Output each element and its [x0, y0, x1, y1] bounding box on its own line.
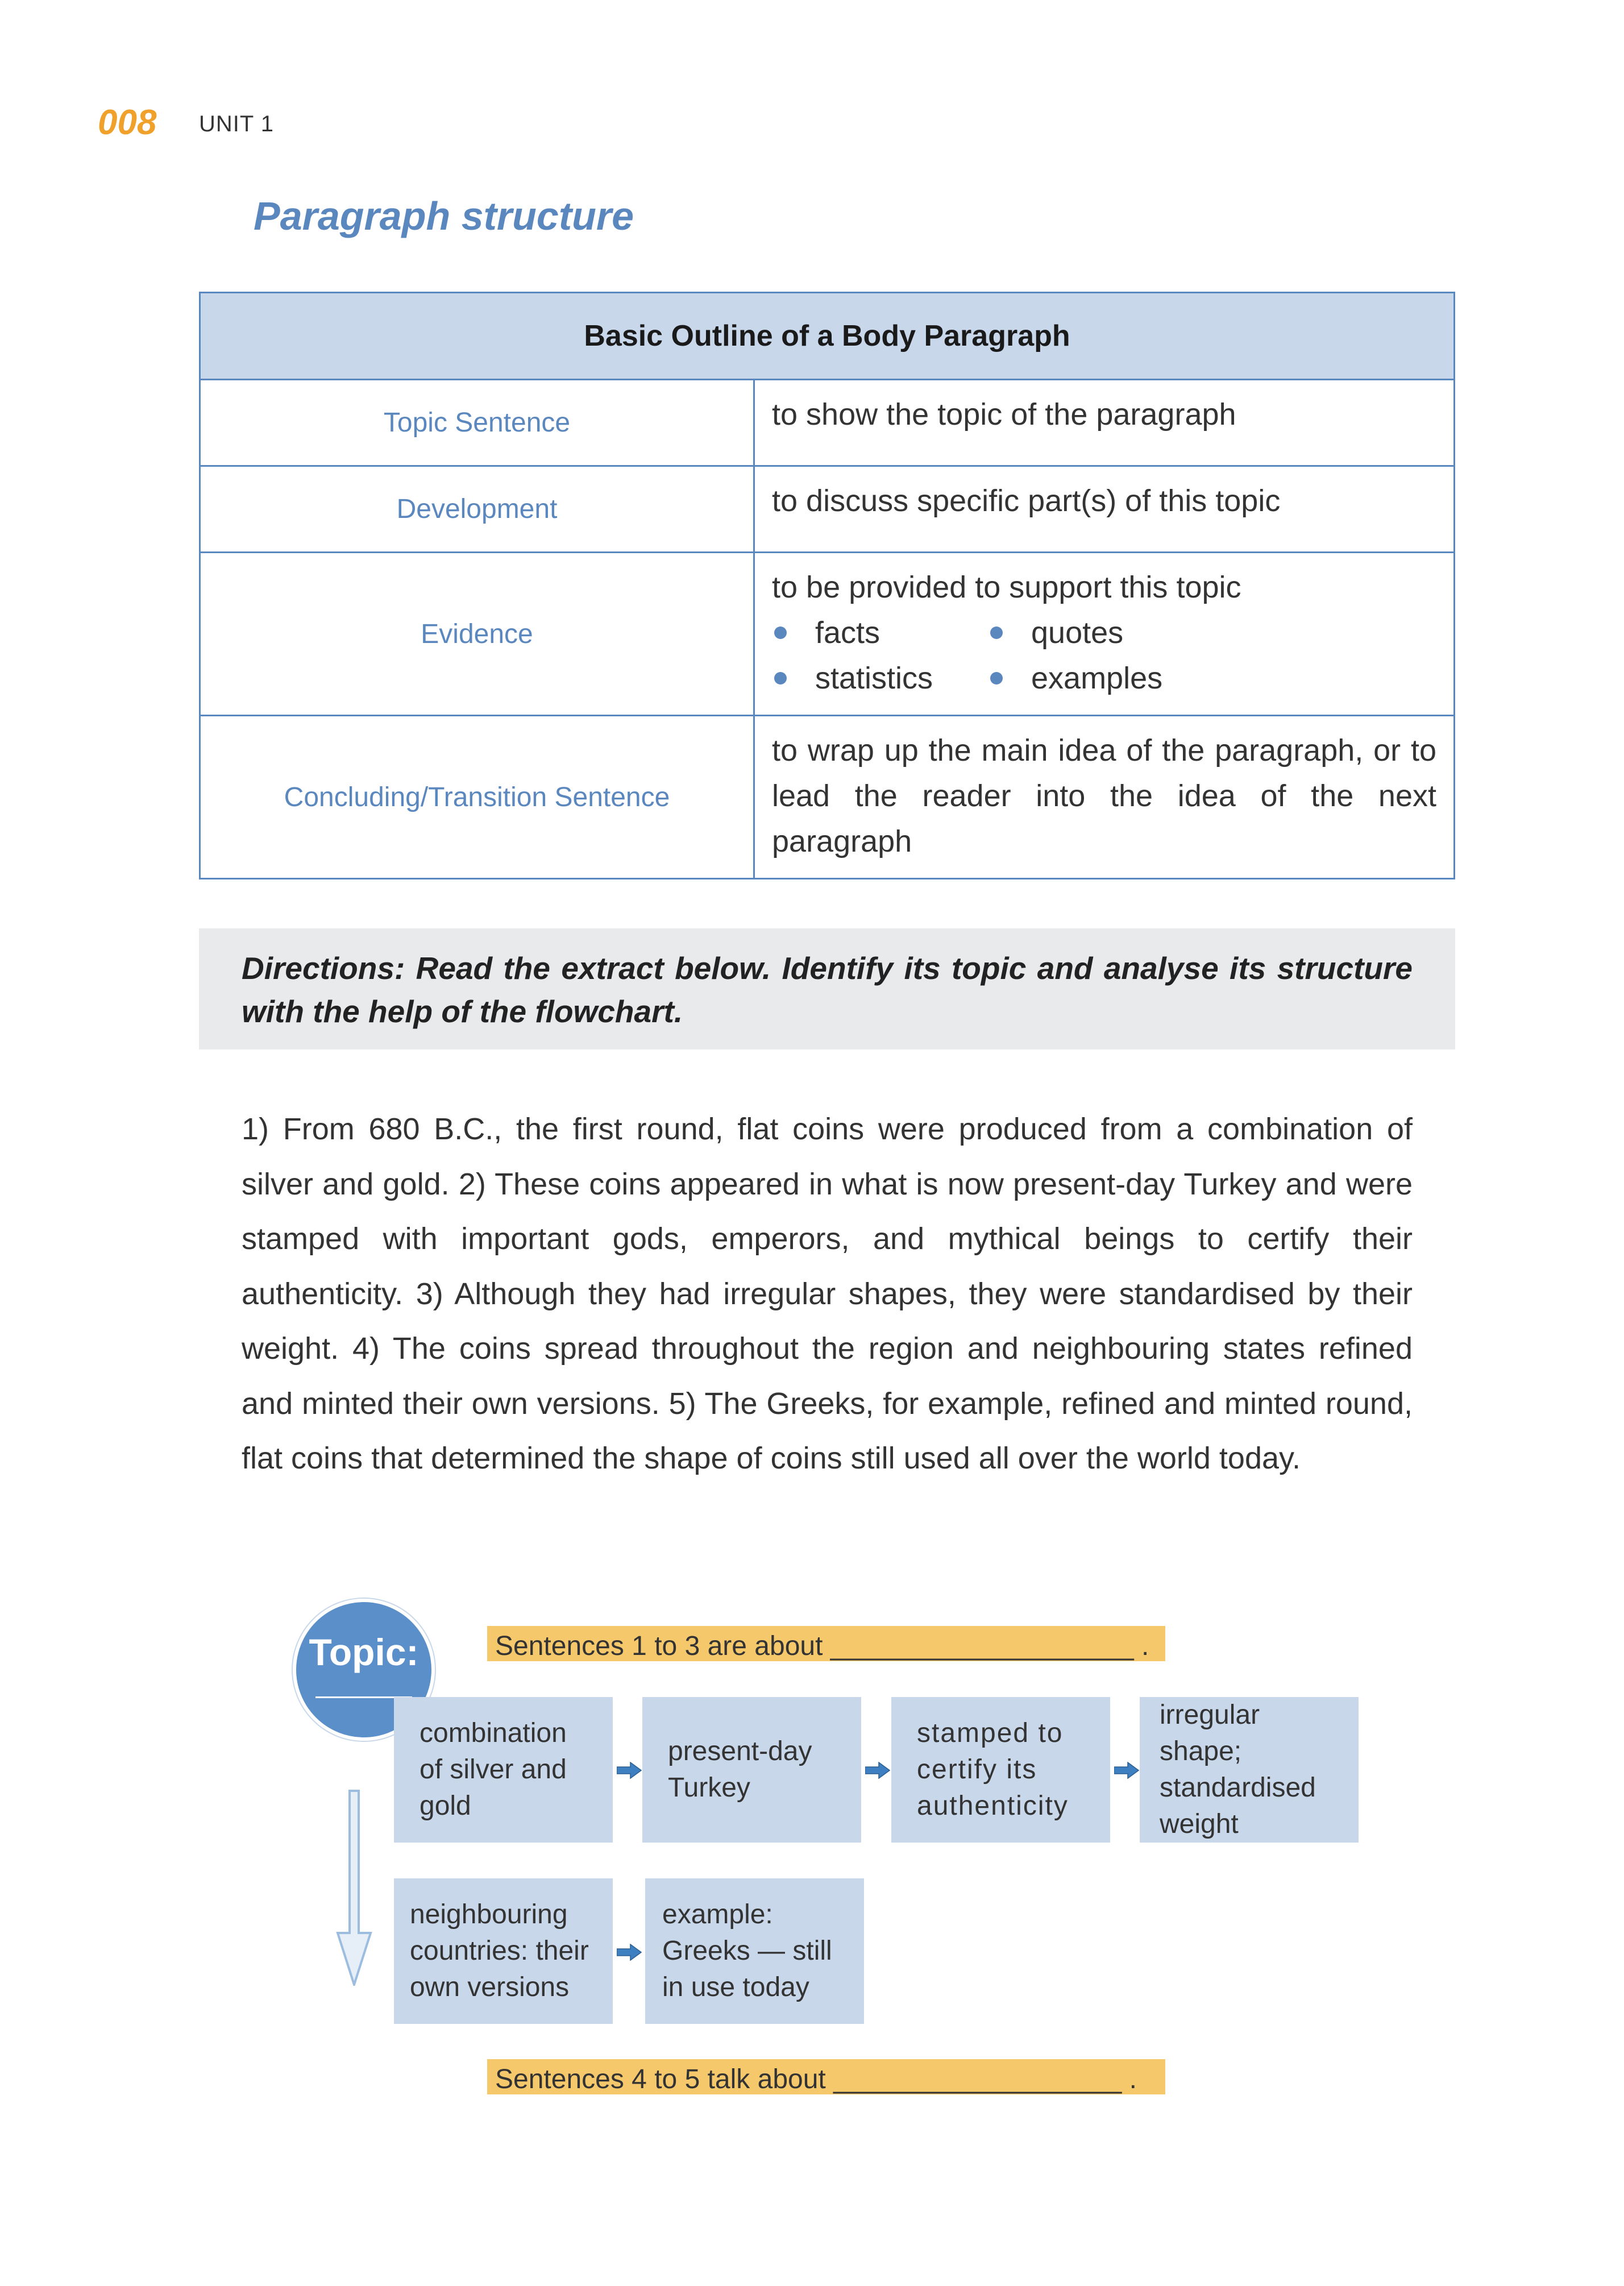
- bullet-dot-icon: [774, 672, 787, 684]
- arrow-right-icon: [1114, 1762, 1139, 1779]
- evidence-bullets: [772, 610, 1436, 701]
- bullet-item: facts: [772, 610, 988, 655]
- bullet-dot-icon: [990, 627, 1003, 639]
- row-desc-development: to discuss specific part(s) of this topic: [754, 466, 1455, 553]
- row-desc-concluding: to wrap up the main idea of the paragraph, or to lead the reader into the idea of the next paragraph: [754, 716, 1455, 879]
- reading-passage: 1) From 680 B.C., the first round, flat coins were produced from a combination of silver and gold. 2) These coins appeared in what is now present-day Turkey and were stamped with important gods, emperors, and mythical beings to certify their authenticity. 3) Although they had irregular shapes, they were standardised by their weight. 4) The coins spread throughout the region and neighbouring states refined and minted their own versions. 5) The Greeks, for example, refined and minted round, flat coins that determined the shape of coins still used all over the world today.: [242, 1112, 1413, 1475]
- row-label-concluding: Concluding/Transition Sentence: [200, 716, 754, 879]
- arrow-right-icon: [617, 1944, 642, 1961]
- row-label-topic-sentence: Topic Sentence: [200, 380, 754, 466]
- row-label-evidence: Evidence: [200, 553, 754, 716]
- arrow-down-icon: [335, 1790, 373, 1986]
- row-desc-topic-sentence: to show the topic of the paragraph: [754, 380, 1455, 466]
- table-row: [200, 380, 1455, 466]
- bullet-dot-icon: [774, 627, 787, 639]
- table-row: [200, 716, 1455, 879]
- flow-box-turkey: present-day Turkey: [642, 1697, 861, 1843]
- page-number: 008: [98, 103, 157, 142]
- section-title: Paragraph structure: [254, 194, 634, 238]
- row-desc-evidence: [754, 553, 1455, 716]
- arrow-right-icon: [617, 1762, 642, 1779]
- sentence-top-highlight: Sentences 1 to 3 are about ____________________ .: [487, 1626, 1165, 1661]
- flow-box-combination: combination of silver and gold: [394, 1697, 613, 1843]
- topic-label: Topic:: [309, 1631, 419, 1673]
- directions-box: Directions: Read the extract below. Identify its topic and analyse its structure with the help of the flowchart.: [199, 928, 1455, 1049]
- flow-box-irregular: irregular shape; standardised weight: [1140, 1697, 1359, 1843]
- bullet-item: statistics: [772, 655, 988, 701]
- arrow-right-icon: [865, 1762, 890, 1779]
- flow-box-neighbouring: neighbouring countries: their own versions: [394, 1878, 613, 2024]
- row-label-development: Development: [200, 466, 754, 553]
- table-row: [200, 553, 1455, 716]
- table-row: [200, 466, 1455, 553]
- flow-box-greeks: example: Greeks — still in use today: [645, 1878, 864, 2024]
- bullet-item: examples: [988, 655, 1215, 701]
- bullet-item: quotes: [988, 610, 1215, 655]
- evidence-desc: to be provided to support this topic: [772, 570, 1241, 604]
- flow-box-stamped: stamped to certify its authenticity: [891, 1697, 1110, 1843]
- outline-table: [199, 292, 1455, 879]
- unit-label: UNIT 1: [199, 111, 274, 136]
- bullet-dot-icon: [990, 672, 1003, 684]
- sentence-bottom-highlight: Sentences 4 to 5 talk about ___________________ .: [487, 2059, 1165, 2094]
- outline-table-title: Basic Outline of a Body Paragraph: [200, 293, 1455, 380]
